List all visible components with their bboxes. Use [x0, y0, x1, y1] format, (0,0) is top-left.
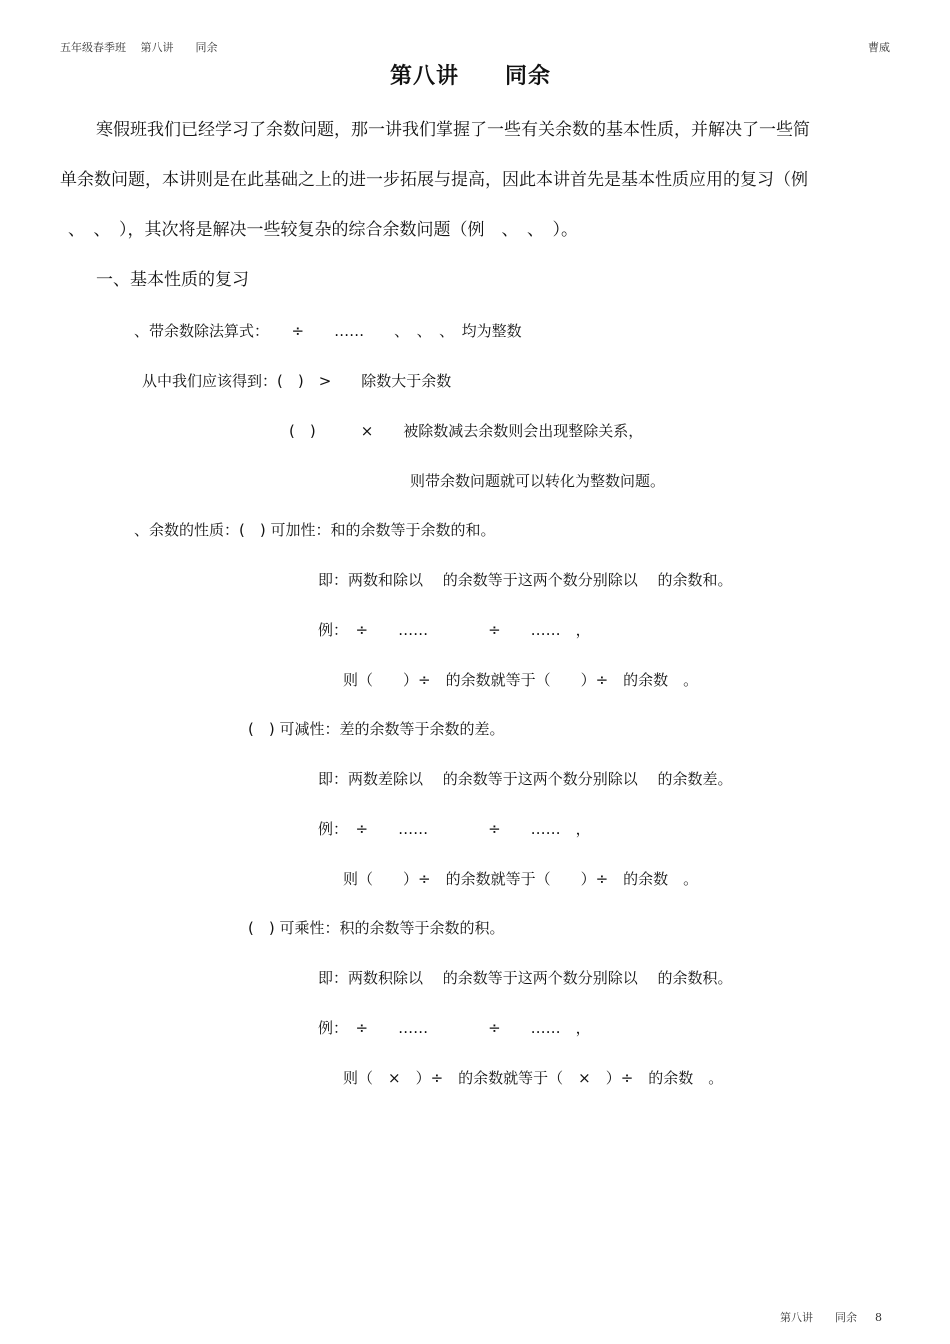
- additive-explain: 即：两数和除以 的余数等于这两个数分别除以 的余数和。: [318, 571, 733, 589]
- multiplicative-heading: ( ) 可乘性：积的余数等于余数的积。: [248, 919, 505, 937]
- subtractive-heading: ( ) 可减性：差的余数等于余数的差。: [248, 720, 505, 738]
- header-right: 曹威: [868, 41, 890, 54]
- multiplicative-then: 则（ × ）÷ 的余数就等于（ × ）÷ 的余数 。: [343, 1069, 724, 1087]
- subtractive-explain: 即：两数差除以 的余数等于这两个数分别除以 的余数差。: [318, 770, 733, 788]
- additive-heading: 、余数的性质：( ) 可加性：和的余数等于余数的和。: [134, 521, 496, 539]
- intro-line-1: 寒假班我们已经学习了余数问题，那一讲我们掌握了一些有关余数的基本性质，并解决了一些简: [96, 120, 810, 140]
- derive-line-1: 从中我们应该得到：( ) > 除数大于余数: [142, 372, 452, 390]
- multiplicative-example: 例： ÷ …… ÷ …… ，: [318, 1019, 591, 1037]
- header-left: 五年级春季班 第八讲 同余: [60, 41, 218, 54]
- additive-then: 则（ ）÷ 的余数就等于（ ）÷ 的余数 。: [343, 671, 699, 689]
- division-formula: 、带余数除法算式： ÷ …… 、 、 、 均为整数: [134, 322, 522, 340]
- derive-line-2: ( ) × 被除数减去余数则会出现整除关系，: [289, 422, 644, 440]
- footer-label: 第八讲 同余: [780, 1311, 857, 1324]
- section-heading: 一、基本性质的复习: [96, 270, 249, 290]
- intro-line-2: 单余数问题，本讲则是在此基础之上的进一步拓展与提高，因此本讲首先是基本性质应用的复习（例: [60, 170, 808, 190]
- additive-example: 例： ÷ …… ÷ …… ，: [318, 621, 591, 639]
- subtractive-then: 则（ ）÷ 的余数就等于（ ）÷ 的余数 。: [343, 870, 699, 888]
- derive-line-3: 则带余数问题就可以转化为整数问题。: [410, 472, 666, 490]
- page-title: 第八讲 同余: [390, 64, 552, 89]
- intro-line-3: 、 、 ），其次将是解决一些较复杂的综合余数问题（例 、 、 ）。: [68, 220, 578, 240]
- page-number: 8: [875, 1311, 882, 1324]
- subtractive-example: 例： ÷ …… ÷ …… ，: [318, 820, 591, 838]
- multiplicative-explain: 即：两数积除以 的余数等于这两个数分别除以 的余数积。: [318, 969, 733, 987]
